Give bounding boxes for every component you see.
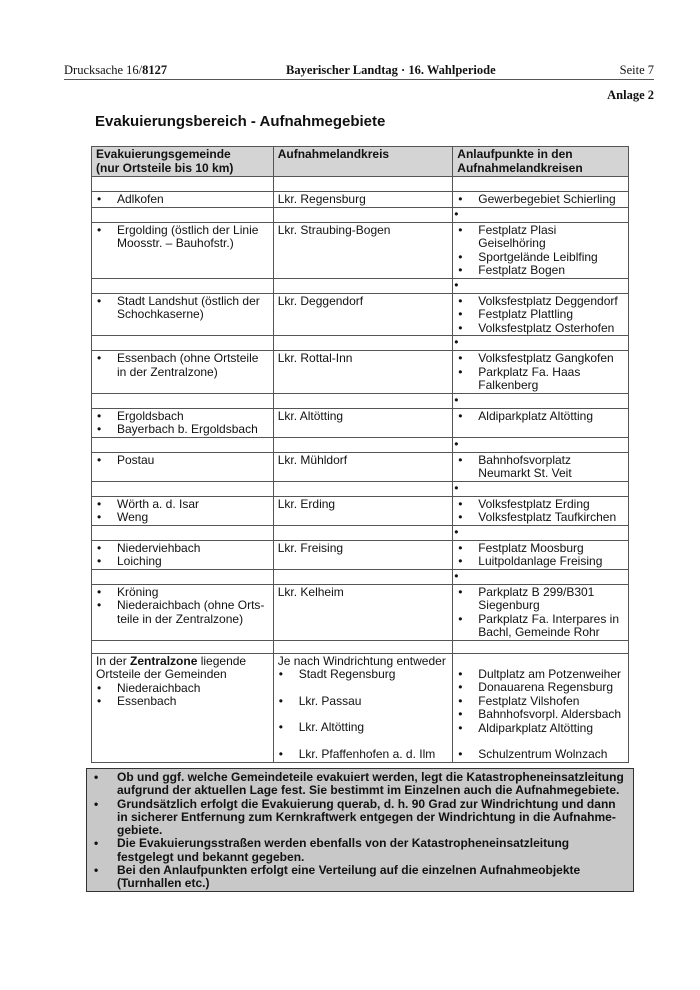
header-center-text: Bayerischer Landtag · 16. Wahlperiode — [286, 63, 496, 77]
notes-list — [93, 771, 627, 891]
list-item: • Niederaichbach — [96, 682, 269, 696]
list-item: • Loiching — [96, 555, 269, 569]
gemeinde-cell — [92, 496, 274, 525]
list-item: • Ergolding (östlich der Linie Moosstr. – Bauhofstr.) — [96, 224, 269, 251]
table-row — [92, 496, 629, 525]
landkreis-cell: Lkr. Mühldorf — [273, 452, 453, 481]
anlaufpunkt-cell — [453, 496, 629, 525]
list-item: • Volksfestplatz Gangkofen — [457, 352, 624, 366]
gemeinde-cell — [92, 540, 274, 569]
anlaufpunkt-cell — [453, 408, 629, 437]
list-item: • Niederaichbach (ohne Orts-teile in der Zentralzone) — [96, 599, 269, 626]
zentralzone-anlaufpunkte — [453, 653, 629, 762]
spacer-row — [92, 640, 629, 653]
spacer-row — [92, 278, 629, 293]
table-row — [92, 584, 629, 640]
anlaufpunkt-cell — [453, 452, 629, 481]
spacer-row — [92, 437, 629, 452]
anlaufpunkt-cell — [453, 192, 629, 208]
gemeinde-cell — [92, 192, 274, 208]
landkreis-cell: Lkr. Erding — [273, 496, 453, 525]
list-item: • Niederviehbach — [96, 542, 269, 556]
list-item: • Festplatz Plattling — [457, 308, 624, 322]
list-item: • Festplatz Moosburg — [457, 542, 624, 556]
list-item: • Kröning — [96, 586, 269, 600]
zentralzone-landkreise: Je nach Windrichtung entweder • Stadt Regensburg • Lkr. Passau • Lkr. Altötting • Lkr. Pfaffenhofen a. d. Ilm — [273, 653, 453, 762]
page-title: Evakuierungsbereich - Aufnahmegebiete — [95, 113, 386, 130]
list-item: • Essenbach (ohne Ortsteile in der Zentralzone) — [96, 352, 269, 379]
list-item: • Festplatz Plasi Geiselhöring — [457, 224, 624, 251]
zentralzone-anlaufpunkt-list — [457, 668, 624, 762]
list-item: • Adlkofen — [96, 193, 269, 207]
document-number: Drucksache 16/8127 — [64, 63, 168, 77]
landkreis-cell: Lkr. Straubing-Bogen — [273, 222, 453, 278]
zentralzone-row — [92, 653, 629, 762]
note-item: • Grundsätzlich erfolgt die Evakuierung querab, d. h. 90 Grad zur Windrichtung und dann in sicherer Entfernung zum Kernkraftwerk entgegen der Windrichtung in die Aufnahme-gebiete. — [93, 798, 627, 838]
list-item: • Stadt Regensburg — [278, 668, 449, 682]
list-item: • Aldiparkplatz Altötting — [457, 410, 624, 424]
list-item: • Weng — [96, 511, 269, 525]
table-row — [92, 192, 629, 208]
anlaufpunkt-cell — [453, 222, 629, 278]
header-parliament — [286, 63, 496, 78]
table-row — [92, 293, 629, 336]
gemeinde-cell — [92, 222, 274, 278]
list-item: • Volksfestplatz Taufkirchen — [457, 511, 624, 525]
header-aufnahmelandkreis: Aufnahmelandkreis — [273, 147, 453, 177]
anlaufpunkt-cell — [453, 351, 629, 394]
gemeinde-cell — [92, 293, 274, 336]
spacer-row — [92, 569, 629, 584]
spacer-row — [92, 177, 629, 192]
anlaufpunkt-cell — [453, 540, 629, 569]
list-item: • Festplatz Bogen — [457, 264, 624, 278]
list-item: • Volksfestplatz Osterhofen — [457, 322, 624, 336]
evacuation-table — [91, 146, 629, 763]
list-item: • Gewerbegebiet Schierling — [457, 193, 624, 207]
notes-box — [86, 768, 634, 892]
landkreis-cell: Lkr. Regensburg — [273, 192, 453, 208]
note-item: • Die Evakuierungsstraßen werden ebenfalls von der Katastropheneinsatzleitung festgelegt und bekannt gegeben. — [93, 837, 627, 864]
table-row — [92, 540, 629, 569]
table-row — [92, 351, 629, 394]
list-item: • Sportgelände Leiblfing — [457, 251, 624, 265]
gemeinde-cell — [92, 408, 274, 437]
list-item: • Schulzentrum Wolnzach — [457, 748, 624, 762]
gemeinde-cell — [92, 351, 274, 394]
spacer-row — [92, 336, 629, 351]
table-row — [92, 408, 629, 437]
spacer-row — [92, 525, 629, 540]
list-item: • Ergoldsbach — [96, 410, 269, 424]
anlaufpunkt-cell — [453, 584, 629, 640]
zentralzone-intro: In der Zentralzone liegende — [96, 653, 247, 668]
gemeinde-cell — [92, 584, 274, 640]
list-item: • Stadt Landshut (östlich der Schochkaserne) — [96, 295, 269, 322]
zentralzone-gemeinde-list — [96, 682, 269, 709]
landkreis-cell: Lkr. Rottal-Inn — [273, 351, 453, 394]
anlaufpunkt-cell — [453, 293, 629, 336]
table-body — [92, 177, 629, 641]
note-item: • Ob und ggf. welche Gemeindeteile evakuiert werden, legt die Katastropheneinsatzleitung aufgrund der aktuellen Lage fest. Sie bestimmt im Einzelnen auch die Aufnahmegebiete. — [93, 771, 627, 798]
list-item: • Essenbach — [96, 695, 269, 709]
list-item: • Parkplatz Fa. Interpares in Bachl, Gemeinde Rohr — [457, 613, 624, 640]
list-item: • Bayerbach b. Ergoldsbach — [96, 423, 269, 437]
list-item: • Parkplatz Fa. Haas Falkenberg — [457, 366, 624, 393]
list-item: • Lkr. Passau — [278, 695, 449, 709]
spacer-row — [92, 207, 629, 222]
list-item: • Parkplatz B 299/B301 Siegenburg — [457, 586, 624, 613]
page-header — [64, 63, 654, 80]
header-evakuierungsgemeinde: Evakuierungsgemeinde (nur Ortsteile bis 10 km) — [92, 147, 274, 177]
list-item: • Lkr. Pfaffenhofen a. d. Ilm — [278, 748, 449, 762]
list-item: • Donauarena Regensburg — [457, 681, 624, 695]
note-item: • Bei den Anlaufpunkten erfolgt eine Verteilung auf die einzelnen Aufnahmeobjekte (Turnhallen etc.) — [93, 864, 627, 891]
list-item: • Postau — [96, 454, 269, 468]
list-item: • Festplatz Vilshofen — [457, 695, 624, 709]
spacer-row — [92, 393, 629, 408]
landkreis-cell: Lkr. Kelheim — [273, 584, 453, 640]
annex-label: Anlage 2 — [607, 88, 654, 102]
header-anlaufpunkte: Anlaufpunkte in den Aufnahmelandkreisen — [453, 147, 629, 177]
landkreis-cell: Lkr. Deggendorf — [273, 293, 453, 336]
table-header-row — [92, 147, 629, 177]
table-row — [92, 452, 629, 481]
list-item: • Bahnhofsvorplatz Neumarkt St. Veit — [457, 454, 624, 481]
gemeinde-cell — [92, 452, 274, 481]
spacer-row — [92, 481, 629, 496]
page-number: Seite 7 — [619, 63, 654, 77]
list-item: • Volksfestplatz Erding — [457, 498, 624, 512]
list-item: • Aldiparkplatz Altötting — [457, 722, 624, 736]
zentralzone-landkreis-list — [278, 668, 449, 761]
landkreis-cell: Lkr. Freising — [273, 540, 453, 569]
landkreis-cell: Lkr. Altötting — [273, 408, 453, 437]
list-item: • Luitpoldanlage Freising — [457, 555, 624, 569]
list-item: • Wörth a. d. Isar — [96, 498, 269, 512]
list-item: • Lkr. Altötting — [278, 721, 449, 735]
zentralzone-gemeinden: In der Zentralzone liegende Ortsteile der Gemeinden • Niederaichbach • Essenbach — [92, 653, 274, 762]
list-item: • Dultplatz am Potzenweiher — [457, 668, 624, 682]
table-row — [92, 222, 629, 278]
list-item: • Bahnhofsvorpl. Aldersbach — [457, 708, 624, 722]
list-item: • Volksfestplatz Deggendorf — [457, 295, 624, 309]
